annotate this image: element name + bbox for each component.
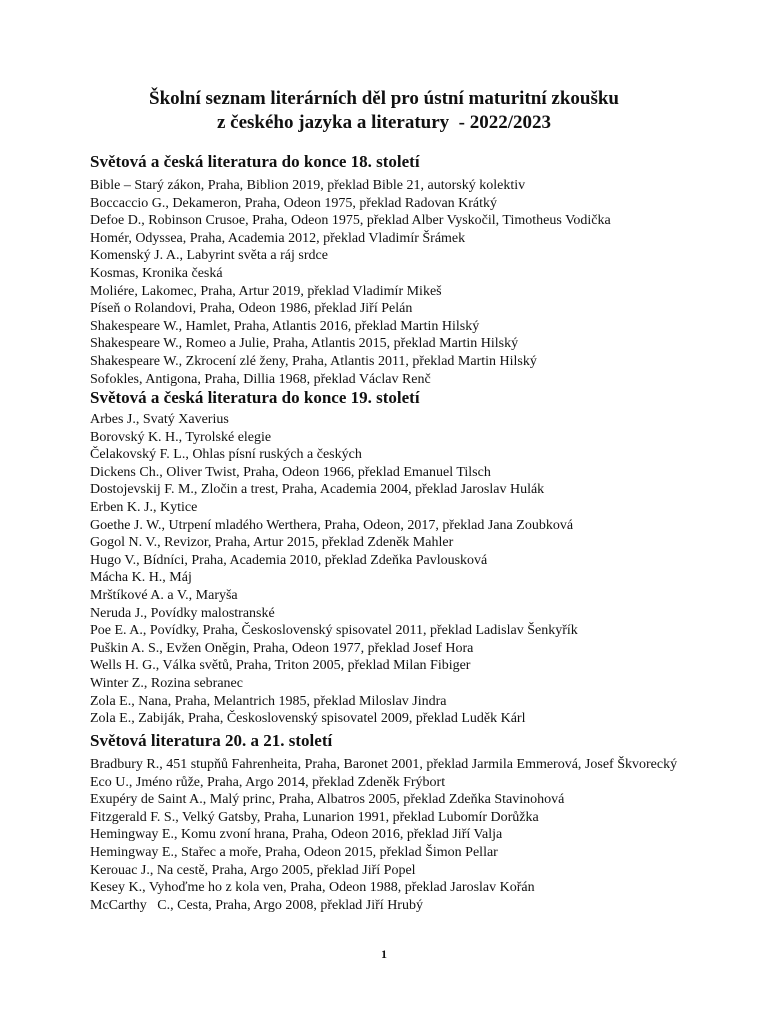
list-item: Kesey K., Vyhoďme ho z kola ven, Praha, Odeon 1988, překlad Jaroslav Kořán [90,880,535,896]
list-item: Erben K. J., Kytice [90,499,198,515]
list-item: Píseň o Rolandovi, Praha, Odeon 1986, překlad Jiří Pelán [90,301,413,317]
title-line-1: Školní seznam literárních děl pro ústní maturitní zkoušku [149,88,619,109]
section-19th-century [90,387,690,728]
list-item: Kerouac J., Na cestě, Praha, Argo 2005, překlad Jiří Popel [90,862,416,878]
list-item: Bible – Starý zákon, Praha, Biblion 2019, překlad Bible 21, autorský kolektiv [90,178,526,193]
list-item: Mácha K. H., Máj [90,570,192,586]
list-item: Neruda J., Povídky malostranské [90,605,275,621]
list-item: Shakespeare W., Hamlet, Praha, Atlantis 2016, překlad Martin Hilský [90,318,480,334]
list-item: Eco U., Jméno růže, Praha, Argo 2014, překlad Zdeněk Frýbort [90,774,446,790]
list-item: Shakespeare W., Zkrocení zlé ženy, Praha, Atlantis 2011, překlad Martin Hilský [90,353,537,369]
list-item: Hugo V., Bídníci, Praha, Academia 2010, překlad Zdeňka Pavlousková [90,552,488,568]
list-item: Hemingway E., Komu zvoní hrana, Praha, Odeon 2016, překlad Jiří Valja [90,827,503,843]
list-item: Shakespeare W., Romeo a Julie, Praha, Atlantis 2015, překlad Martin Hilský [90,336,519,352]
list-item: Wells H. G., Válka světů, Praha, Triton 2005, překlad Milan Fibiger [90,658,471,674]
list-item: Poe E. A., Povídky, Praha, Československý spisovatel 2011, překlad Ladislav Šenkyřík [90,623,578,639]
list-item: Fitzgerald F. S., Velký Gatsby, Praha, Lunarion 1991, překlad Lubomír Dorůžka [90,809,539,825]
list-item: Arbes J., Svatý Xaverius [90,412,229,427]
list-item: McCarthy C., Cesta, Praha, Argo 2008, překlad Jiří Hrubý [90,897,423,913]
section-heading: Světová literatura 20. a 21. století [90,731,333,750]
title-line-2: z českého jazyka a literatury - 2022/2023 [216,112,552,133]
list-item: Dostojevskij F. M., Zločin a trest, Praha, Academia 2004, překlad Jaroslav Hulák [90,482,545,498]
list-item: Sofokles, Antigona, Praha, Dillia 1968, překlad Václav Renč [90,371,431,387]
list-item: Kosmas, Kronika česká [90,265,223,281]
section-heading: Světová a česká literatura do konce 18. století [90,152,420,171]
list-item: Gogol N. V., Revizor, Praha, Artur 2015, překlad Zdeněk Mahler [90,535,454,551]
list-item: Boccaccio G., Dekameron, Praha, Odeon 1975, překlad Radovan Krátký [90,195,498,211]
list-item: Zola E., Nana, Praha, Melantrich 1985, překlad Miloslav Jindra [90,693,447,709]
list-item: Hemingway E., Stařec a moře, Praha, Odeon 2015, překlad Šimon Pellar [90,844,498,860]
list-item: Dickens Ch., Oliver Twist, Praha, Odeon 1966, překlad Emanuel Tilsch [90,464,491,480]
document-title [0,87,768,135]
list-item: Defoe D., Robinson Crusoe, Praha, Odeon 1975, překlad Alber Vyskočil, Timotheus Vodička [90,213,611,229]
section-18th-century [90,151,690,388]
section-heading: Světová a česká literatura do konce 19. století [90,388,420,407]
list-item: Komenský J. A., Labyrint světa a ráj srdce [90,248,328,264]
page-number: 1 [381,947,387,961]
list-item: Puškin A. S., Evžen Oněgin, Praha, Odeon 1977, překlad Josef Hora [90,640,474,656]
list-item: Moliére, Lakomec, Praha, Artur 2019, překlad Vladimír Mikeš [90,283,442,299]
list-item: Goethe J. W., Utrpení mladého Werthera, Praha, Odeon, 2017, překlad Jana Zoubková [90,517,574,533]
list-item: Exupéry de Saint A., Malý princ, Praha, Albatros 2005, překlad Zdeňka Stavinohová [90,792,565,808]
list-item: Čelakovský F. L., Ohlas písní ruských a českých [90,447,362,463]
list-item: Zola E., Zabiják, Praha, Československý spisovatel 2009, překlad Luděk Kárl [90,711,526,727]
list-item: Homér, Odyssea, Praha, Academia 2012, překlad Vladimír Šrámek [90,230,466,246]
list-item: Mrštíkové A. a V., Maryša [90,587,238,603]
section-20th-21st-century [90,730,690,914]
list-item: Bradbury R., 451 stupňů Fahrenheita, Praha, Baronet 2001, překlad Jarmila Emmerová, Josef Škvorecký [90,757,678,772]
list-item: Winter Z., Rozina sebranec [90,675,243,691]
list-item: Borovský K. H., Tyrolské elegie [90,429,272,445]
